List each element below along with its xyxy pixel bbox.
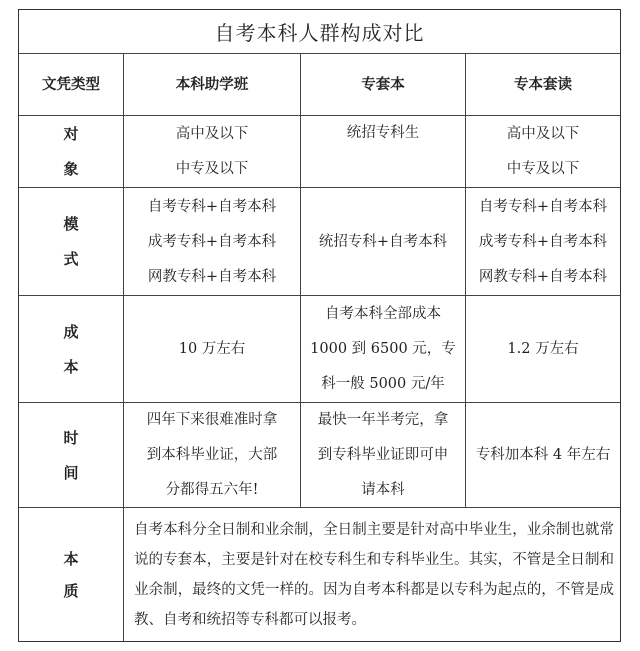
row-label: 对 象 bbox=[63, 125, 79, 178]
header-col3: 专本套读 bbox=[465, 54, 620, 116]
cell-col3: 专科加本科 4 年左右 bbox=[465, 403, 620, 508]
header-col0: 文凭类型 bbox=[42, 76, 100, 93]
row-mode bbox=[19, 187, 620, 296]
row-label: 模 式 bbox=[63, 215, 79, 268]
cell-col1: 自考专科+自考本科 成考专科+自考本科 网教专科+自考本科 bbox=[123, 188, 300, 296]
cell-col3: 自考专科+自考本科 成考专科+自考本科 网教专科+自考本科 bbox=[465, 188, 620, 296]
essence-text: 自考本科分全日制和业余制，全日制主要是针对高中毕业生，业余制也就常说的专套本，主要是针对在校专科生和专科毕业生。其实，不管是全日制和业余制，最终的文凭一样的。因为自考本科都是以专科为起点的，不管是成教、自考和统招等专科都可以报考。 bbox=[123, 508, 620, 641]
comparison-table bbox=[18, 9, 621, 642]
row-time bbox=[19, 402, 620, 508]
cell-col1: 高中及以下 中专及以下 bbox=[123, 116, 300, 188]
cell-col3: 高中及以下 中专及以下 bbox=[465, 116, 620, 188]
row-label: 成 本 bbox=[63, 322, 79, 376]
row-essence bbox=[19, 507, 620, 641]
cell-col1: 10 万左右 bbox=[123, 296, 300, 403]
cell-col2: 统招专科+自考本科 bbox=[300, 188, 465, 296]
cell-col3: 1.2 万左右 bbox=[465, 296, 620, 403]
cell-col2: 自考本科全部成本 1000 到 6500 元，专 科一般 5000 元/年 bbox=[300, 296, 465, 403]
cell-col2: 最快一年半考完，拿 到专科毕业证即可申 请本科 bbox=[300, 403, 465, 508]
table-title: 自考本科人群构成对比 bbox=[214, 21, 425, 45]
header-row bbox=[19, 53, 620, 116]
row-target bbox=[19, 115, 620, 188]
row-cost bbox=[19, 295, 620, 403]
row-label: 时 间 bbox=[63, 428, 79, 482]
cell-col2: 统招专科生 bbox=[300, 116, 465, 188]
header-col1: 本科助学班 bbox=[123, 54, 300, 116]
row-label: 本 质 bbox=[63, 549, 79, 600]
header-col2: 专套本 bbox=[300, 54, 465, 116]
cell-col1: 四年下来很难准时拿 到本科毕业证，大部 分都得五六年! bbox=[123, 403, 300, 508]
